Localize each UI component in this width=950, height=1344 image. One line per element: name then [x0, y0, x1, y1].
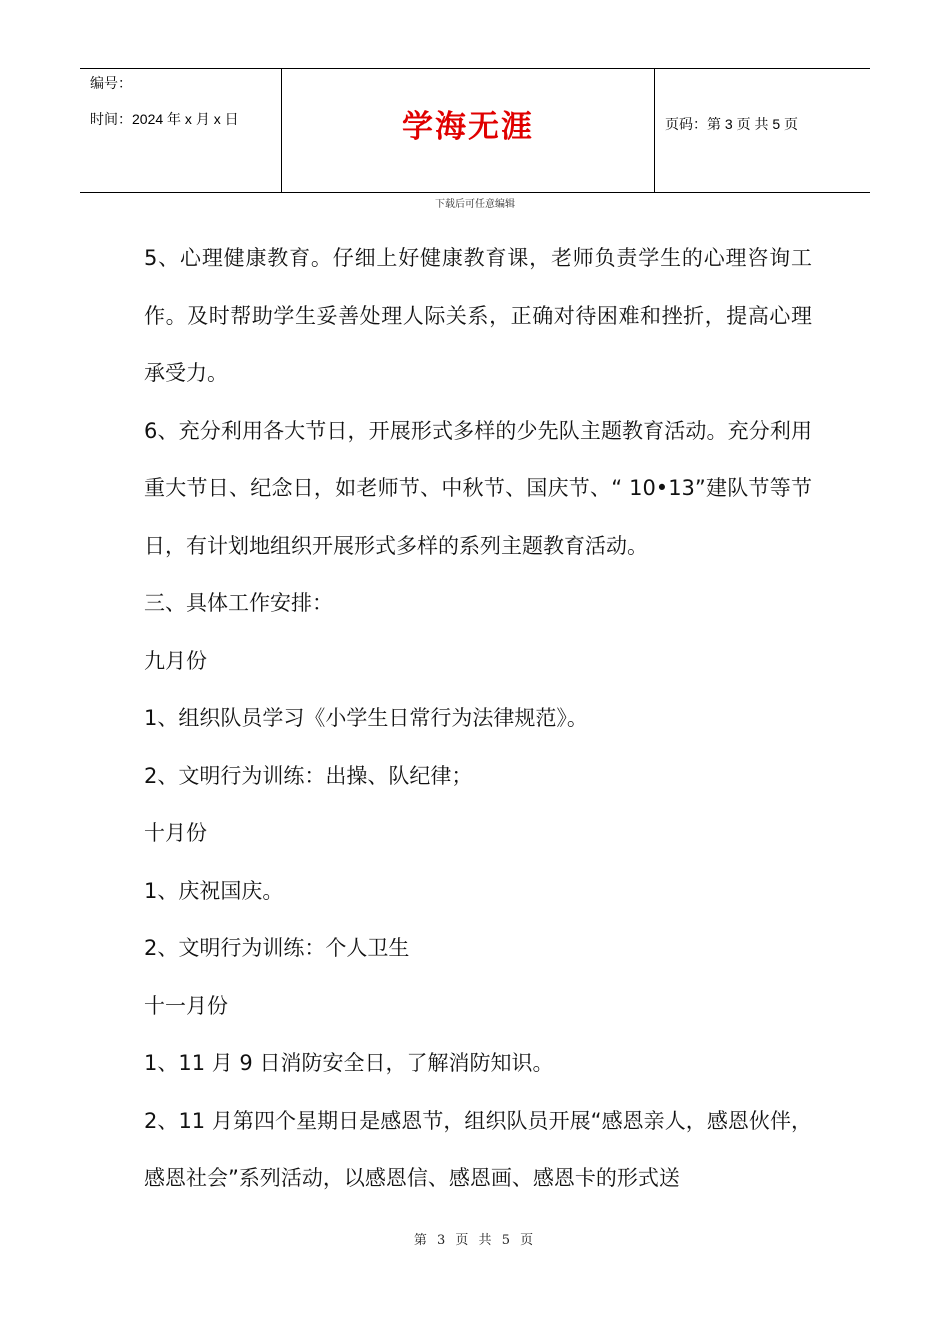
list-item: 2、文明行为训练：出操、队纪律； — [144, 763, 473, 788]
list-item: 2、文明行为训练：个人卫生 — [144, 936, 410, 960]
document-number-label: 编号： — [90, 75, 132, 91]
edit-note: 下载后可任意编辑 — [435, 199, 515, 210]
list-item: 1、庆祝国庆。 — [144, 878, 284, 903]
section-heading: 三、具体工作安排： — [144, 591, 333, 615]
document-body — [144, 230, 812, 1208]
header-page-cell — [655, 69, 870, 192]
paragraph: 6、充分利用各大节日，开展形式多样的少先队主题教育活动。充分利用重大节日、纪念日，如老师节、中秋节、国庆节、“ 10•13”建队节等节日，有计划地组织开展形式多样的系列主题教育活动。 — [144, 418, 812, 558]
page-code-label: 页码：第 3 页 共 5 页 — [665, 115, 799, 132]
brand-title: 学海无涯 — [402, 109, 534, 145]
month-heading: 十月份 — [144, 821, 207, 845]
header-meta-cell — [80, 69, 281, 192]
list-item: 2、11 月第四个星期日是感恩节，组织队员开展“感恩亲人，感恩伙伴，感恩社会”系列活动，以感恩信、感恩画、感恩卡的形式送 — [144, 1108, 812, 1190]
list-item: 1、11 月 9 日消防安全日，了解消防知识。 — [144, 1051, 554, 1075]
month-heading: 九月份 — [144, 648, 207, 673]
header-brand-cell — [281, 69, 655, 192]
paragraph: 5、心理健康教育。仔细上好健康教育课，老师负责学生的心理咨询工作。及时帮助学生妥善处理人际关系，正确对待困难和挫折，提高心理承受力。 — [144, 246, 812, 385]
document-header — [80, 68, 870, 193]
list-item: 1、组织队员学习《小学生日常行为法律规范》。 — [144, 706, 588, 730]
month-heading: 十一月份 — [144, 993, 228, 1018]
document-time-label: 时间：2024 年 x 月 x 日 — [90, 111, 239, 127]
page-footer: 第 3 页 共 5 页 — [413, 1233, 537, 1248]
